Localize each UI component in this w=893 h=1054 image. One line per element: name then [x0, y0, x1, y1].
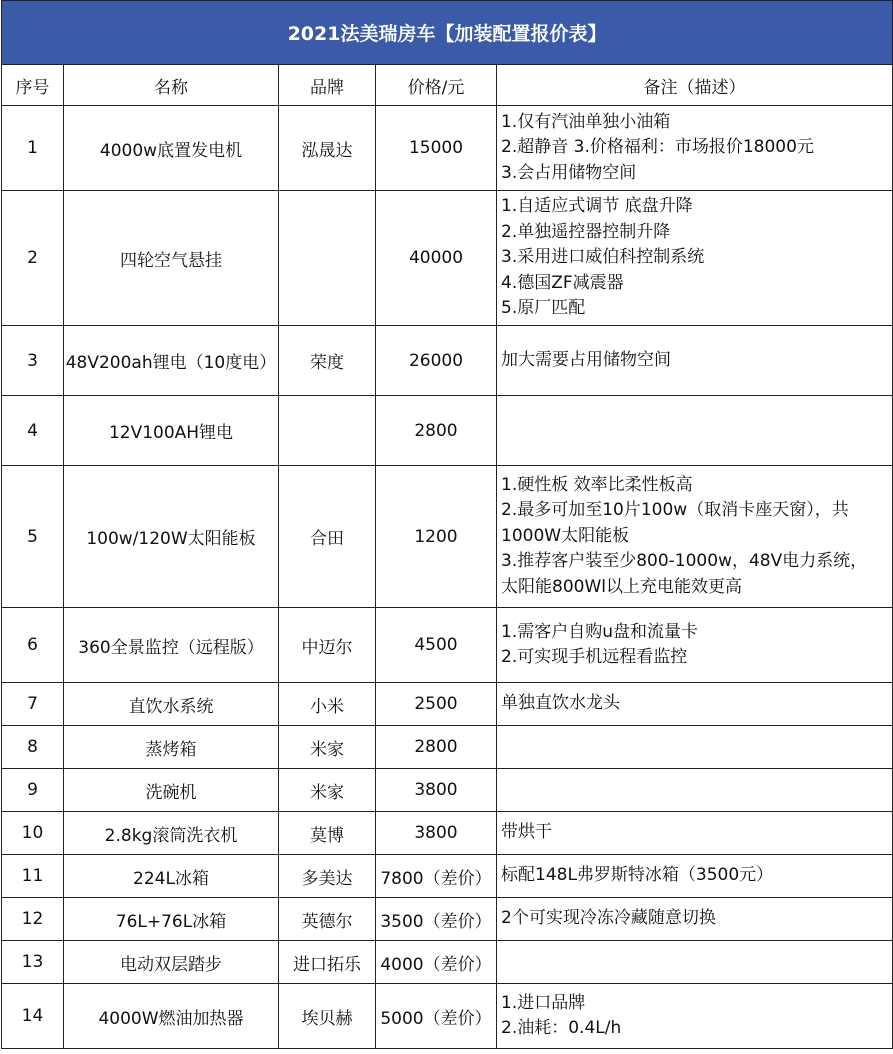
cell-brand: 中迈尔	[279, 608, 376, 683]
cell-no: 9	[2, 769, 64, 812]
cell-brand: 莫博	[279, 812, 376, 855]
cell-price: 7800（差价）	[376, 855, 497, 898]
cell-notes	[497, 191, 893, 326]
note-line: 1.自适应式调节 底盘升降	[501, 196, 693, 217]
table-row	[2, 326, 893, 396]
cell-price: 26000	[376, 326, 497, 396]
note-line: 太阳能800Wl以上充电能效更高	[501, 576, 742, 597]
cell-price: 2500	[376, 683, 497, 726]
note-line: 1.需客户自购u盘和流量卡	[501, 621, 698, 642]
cell-brand: 英德尔	[279, 898, 376, 941]
cell-price: 5000（差价）	[376, 984, 497, 1049]
table-row	[2, 812, 893, 855]
header-brand: 品牌	[279, 65, 376, 106]
note-line: 1.仅有汽油单独小油箱	[501, 111, 671, 132]
note-line: 带烘干	[501, 822, 552, 843]
cell-no: 6	[2, 608, 64, 683]
note-line: 2.油耗：0.4L/h	[501, 1018, 622, 1038]
cell-no: 10	[2, 812, 64, 855]
cell-name: 直饮水系统	[64, 683, 279, 726]
note-line: 2.最多可加至10片100w（取消卡座天窗），共	[501, 500, 849, 521]
header-row	[2, 65, 893, 106]
cell-notes	[497, 466, 893, 608]
cell-no: 5	[2, 466, 64, 608]
cell-brand: 米家	[279, 769, 376, 812]
table-body	[2, 106, 893, 1049]
cell-no: 11	[2, 855, 64, 898]
cell-name: 4000W燃油加热器	[64, 984, 279, 1049]
cell-price: 3500（差价）	[376, 898, 497, 941]
cell-name: 12V100AH锂电	[64, 396, 279, 466]
cell-name: 76L+76L冰箱	[64, 898, 279, 941]
table-title: 2021法美瑞房车【加装配置报价表】	[2, 1, 893, 65]
cell-price: 3800	[376, 812, 497, 855]
cell-name: 100w/120W太阳能板	[64, 466, 279, 608]
cell-price: 4500	[376, 608, 497, 683]
cell-no: 3	[2, 326, 64, 396]
table-row	[2, 608, 893, 683]
note-line: 3.推荐客户装至少800-1000w，48V电力系统，	[501, 551, 868, 572]
cell-brand: 荣度	[279, 326, 376, 396]
note-line: 1.硬性板 效率比柔性板高	[501, 474, 693, 495]
note-line: 1000W太阳能板	[501, 525, 630, 546]
cell-price: 3800	[376, 769, 497, 812]
header-notes: 备注（描述）	[497, 65, 893, 106]
cell-name: 洗碗机	[64, 769, 279, 812]
table-row	[2, 898, 893, 941]
cell-no: 2	[2, 191, 64, 326]
note-line: 4.德国ZF减震器	[501, 272, 624, 293]
cell-notes	[497, 812, 893, 855]
cell-no: 1	[2, 106, 64, 191]
cell-name: 224L冰箱	[64, 855, 279, 898]
cell-name: 蒸烤箱	[64, 726, 279, 769]
cell-price: 2800	[376, 396, 497, 466]
table-row	[2, 769, 893, 812]
note-line: 3.采用进口威伯科控制系统	[501, 247, 705, 268]
cell-notes	[497, 769, 893, 812]
note-line: 2.单独遥控器控制升降	[501, 221, 671, 242]
cell-brand	[279, 191, 376, 326]
note-line: 标配148L弗罗斯特冰箱（3500元）	[501, 865, 774, 886]
cell-brand: 埃贝赫	[279, 984, 376, 1049]
cell-notes	[497, 726, 893, 769]
cell-name: 2.8kg滚筒洗衣机	[64, 812, 279, 855]
cell-name: 48V200ah锂电（10度电）	[64, 326, 279, 396]
cell-price: 40000	[376, 191, 497, 326]
table-row	[2, 396, 893, 466]
cell-price: 1200	[376, 466, 497, 608]
cell-price: 4000（差价）	[376, 941, 497, 984]
quote-table	[1, 0, 893, 1049]
cell-notes	[497, 683, 893, 726]
header-name: 名称	[64, 65, 279, 106]
cell-no: 14	[2, 984, 64, 1049]
cell-brand: 合田	[279, 466, 376, 608]
cell-notes	[497, 984, 893, 1049]
cell-no: 12	[2, 898, 64, 941]
note-line: 3.会占用储物空间	[501, 162, 637, 183]
note-line: 2.可实现手机远程看监控	[501, 647, 688, 667]
cell-no: 8	[2, 726, 64, 769]
cell-price: 2800	[376, 726, 497, 769]
cell-name: 360全景监控（远程版）	[64, 608, 279, 683]
table-row	[2, 106, 893, 191]
cell-notes	[497, 608, 893, 683]
note-line: 加大需要占用储物空间	[501, 349, 671, 370]
cell-brand: 泓晟达	[279, 106, 376, 191]
cell-brand: 进口拓乐	[279, 941, 376, 984]
cell-no: 7	[2, 683, 64, 726]
table-row	[2, 855, 893, 898]
header-no: 序号	[2, 65, 64, 106]
cell-brand	[279, 396, 376, 466]
cell-notes	[497, 898, 893, 941]
cell-notes	[497, 855, 893, 898]
cell-notes	[497, 106, 893, 191]
note-line: 2个可实现冷冻冷藏随意切换	[501, 908, 716, 929]
cell-brand: 米家	[279, 726, 376, 769]
cell-name: 电动双层踏步	[64, 941, 279, 984]
note-line: 2.超静音 3.价格福利：市场报价18000元	[501, 137, 814, 158]
table-row	[2, 984, 893, 1049]
cell-no: 13	[2, 941, 64, 984]
cell-name: 四轮空气悬挂	[64, 191, 279, 326]
header-price: 价格/元	[376, 65, 497, 106]
cell-notes	[497, 396, 893, 466]
cell-brand: 小米	[279, 683, 376, 726]
cell-price: 15000	[376, 106, 497, 191]
table-row	[2, 726, 893, 769]
cell-notes	[497, 326, 893, 396]
cell-brand: 多美达	[279, 855, 376, 898]
cell-no: 4	[2, 396, 64, 466]
cell-name: 4000w底置发电机	[64, 106, 279, 191]
note-line: 5.原厂匹配	[501, 298, 586, 319]
table-row	[2, 941, 893, 984]
table-row	[2, 466, 893, 608]
note-line: 单独直饮水龙头	[501, 693, 620, 714]
cell-notes	[497, 941, 893, 984]
note-line: 1.进口品牌	[501, 992, 586, 1013]
table-row	[2, 191, 893, 326]
table-row	[2, 683, 893, 726]
